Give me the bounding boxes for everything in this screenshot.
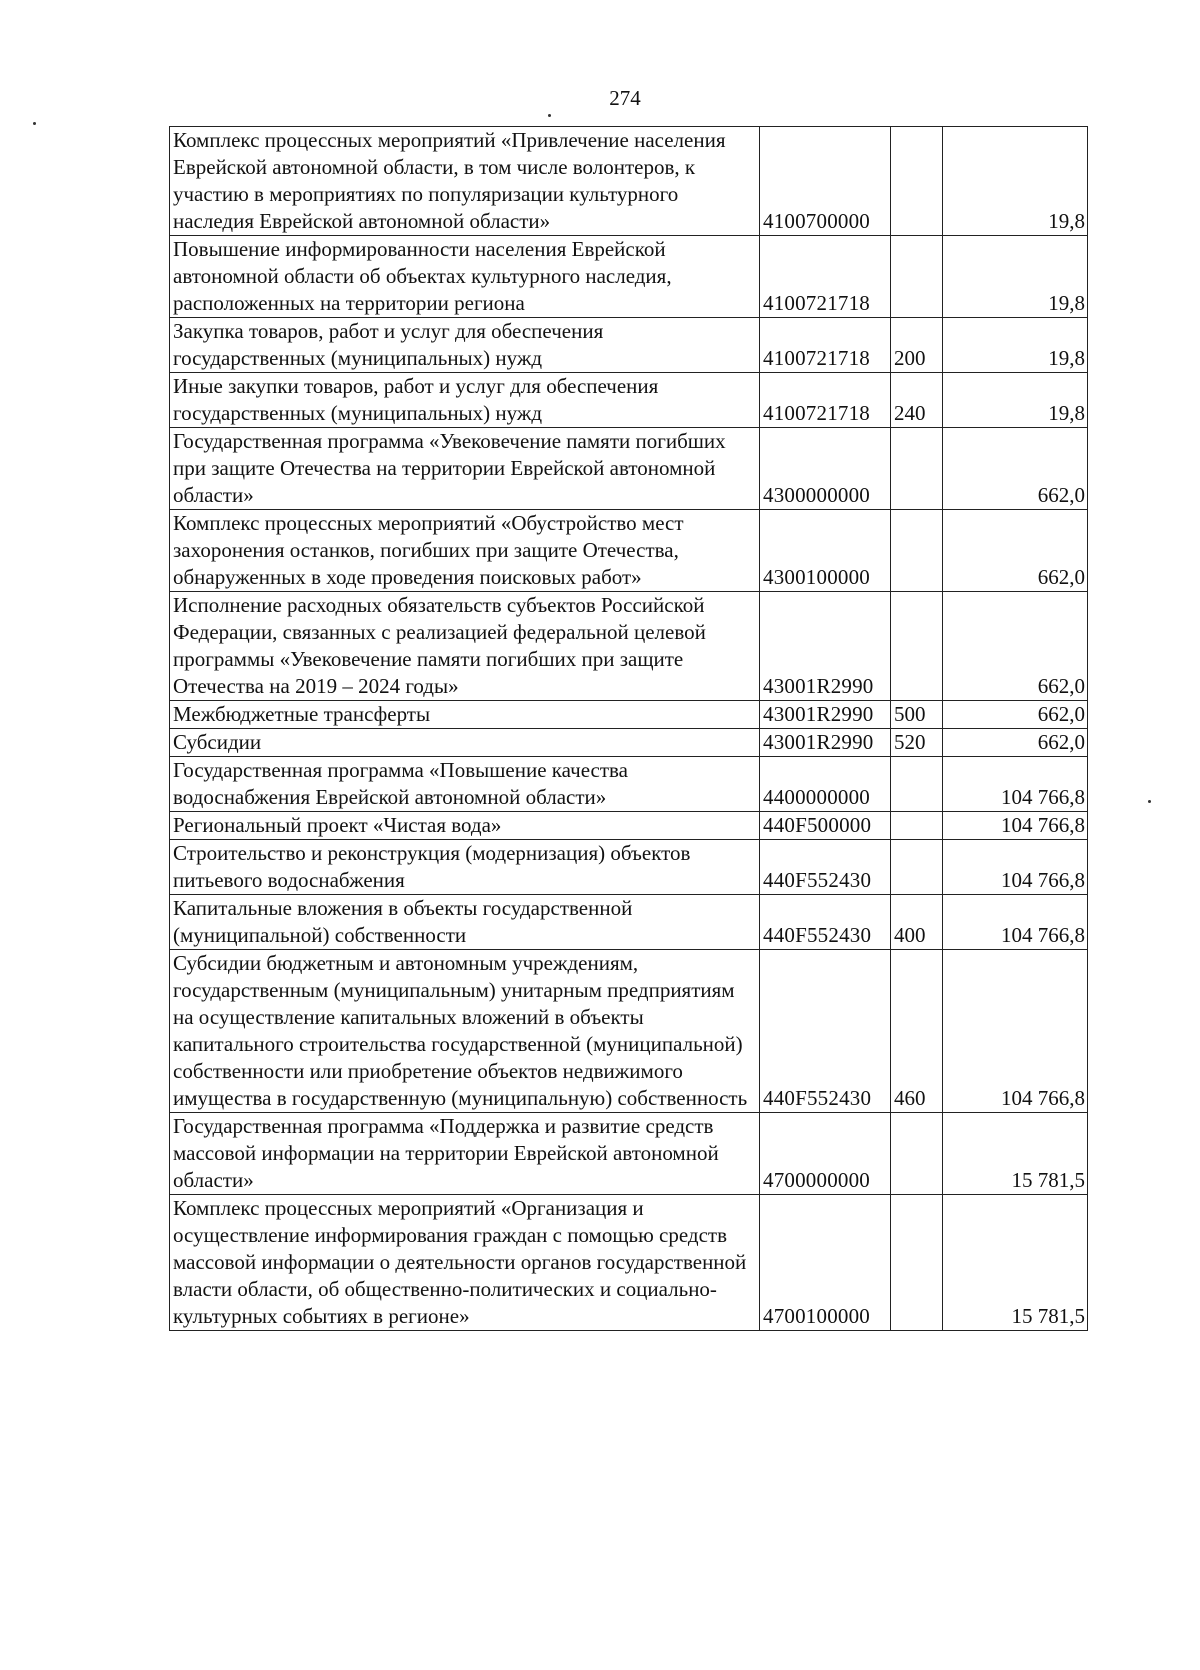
row-sum-cell: 104 766,8 xyxy=(943,950,1088,1113)
row-sum-cell: 662,0 xyxy=(943,510,1088,592)
row-code-cell: 4400000000 xyxy=(760,757,891,812)
row-name-cell: Региональный проект «Чистая вода» xyxy=(170,812,760,840)
row-code-cell: 440F552430 xyxy=(760,840,891,895)
row-code-cell: 4700100000 xyxy=(760,1195,891,1331)
scan-speck xyxy=(548,114,551,117)
row-code-cell: 43001R2990 xyxy=(760,729,891,757)
row-code-cell: 4100700000 xyxy=(760,127,891,236)
row-sum-cell: 15 781,5 xyxy=(943,1195,1088,1331)
table-row xyxy=(170,840,1088,895)
row-sum-cell: 662,0 xyxy=(943,729,1088,757)
row-code-cell: 4100721718 xyxy=(760,373,891,428)
row-code-cell: 4300100000 xyxy=(760,510,891,592)
table-row xyxy=(170,701,1088,729)
row-type-cell xyxy=(891,127,943,236)
row-name-cell: Государственная программа «Увековечение памяти погибших при защите Отечества на территории Еврейской автономной области» xyxy=(170,428,760,510)
row-code-cell: 43001R2990 xyxy=(760,592,891,701)
table-row xyxy=(170,1113,1088,1195)
row-sum-cell: 662,0 xyxy=(943,592,1088,701)
table-row xyxy=(170,373,1088,428)
row-type-cell xyxy=(891,1195,943,1331)
row-code-cell: 4700000000 xyxy=(760,1113,891,1195)
row-name-cell: Иные закупки товаров, работ и услуг для обеспечения государственных (муниципальных) нужд xyxy=(170,373,760,428)
row-type-cell xyxy=(891,812,943,840)
row-type-cell xyxy=(891,428,943,510)
row-code-cell: 4100721718 xyxy=(760,318,891,373)
table-row xyxy=(170,757,1088,812)
row-name-cell: Закупка товаров, работ и услуг для обеспечения государственных (муниципальных) нужд xyxy=(170,318,760,373)
row-name-cell: Повышение информированности населения Еврейской автономной области об объектах культурного наследия, расположенных на территории региона xyxy=(170,236,760,318)
scan-speck xyxy=(1148,800,1151,803)
row-type-cell: 520 xyxy=(891,729,943,757)
row-type-cell: 240 xyxy=(891,373,943,428)
table-row xyxy=(170,895,1088,950)
table-row xyxy=(170,127,1088,236)
table-row xyxy=(170,729,1088,757)
row-sum-cell: 104 766,8 xyxy=(943,840,1088,895)
row-sum-cell: 104 766,8 xyxy=(943,812,1088,840)
row-name-cell: Комплекс процессных мероприятий «Привлечение населения Еврейской автономной области, в том числе волонтеров, к участию в мероприятиях по популяризации культурного наследия Еврейской автономной области» xyxy=(170,127,760,236)
row-name-cell: Государственная программа «Поддержка и развитие средств массовой информации на территории Еврейской автономной области» xyxy=(170,1113,760,1195)
row-type-cell: 460 xyxy=(891,950,943,1113)
scan-speck xyxy=(33,122,36,125)
row-code-cell: 4300000000 xyxy=(760,428,891,510)
row-type-cell xyxy=(891,757,943,812)
row-type-cell: 500 xyxy=(891,701,943,729)
row-name-cell: Комплекс процессных мероприятий «Обустройство мест захоронения останков, погибших при защите Отечества, обнаруженных в ходе проведения поисковых работ» xyxy=(170,510,760,592)
row-sum-cell: 104 766,8 xyxy=(943,757,1088,812)
row-type-cell xyxy=(891,510,943,592)
table-row xyxy=(170,510,1088,592)
table-row xyxy=(170,1195,1088,1331)
budget-table-body xyxy=(170,127,1088,1331)
row-sum-cell: 19,8 xyxy=(943,318,1088,373)
row-type-cell xyxy=(891,236,943,318)
row-name-cell: Субсидии бюджетным и автономным учреждениям, государственным (муниципальным) унитарным предприятиям на осуществление капитальных вложений в объекты капитального строительства государственной (муниципальной) собственности или приобретение объектов недвижимого имущества в государственную (муниципальную) собственность xyxy=(170,950,760,1113)
row-name-cell: Межбюджетные трансферты xyxy=(170,701,760,729)
row-type-cell xyxy=(891,840,943,895)
row-code-cell: 440F552430 xyxy=(760,895,891,950)
row-sum-cell: 662,0 xyxy=(943,428,1088,510)
row-sum-cell: 19,8 xyxy=(943,373,1088,428)
budget-table xyxy=(169,126,1088,1331)
row-name-cell: Комплекс процессных мероприятий «Организация и осуществление информирования граждан с помощью средств массовой информации о деятельности органов государственной власти области, об общественно-политических и социально-культурных событиях в регионе» xyxy=(170,1195,760,1331)
row-sum-cell: 19,8 xyxy=(943,236,1088,318)
table-row xyxy=(170,592,1088,701)
table-row xyxy=(170,812,1088,840)
row-code-cell: 4100721718 xyxy=(760,236,891,318)
row-type-cell: 400 xyxy=(891,895,943,950)
page-number: 274 xyxy=(609,86,641,110)
table-row xyxy=(170,318,1088,373)
row-sum-cell: 662,0 xyxy=(943,701,1088,729)
table-row xyxy=(170,428,1088,510)
table-row xyxy=(170,236,1088,318)
row-name-cell: Субсидии xyxy=(170,729,760,757)
row-name-cell: Государственная программа «Повышение качества водоснабжения Еврейской автономной области» xyxy=(170,757,760,812)
row-code-cell: 440F500000 xyxy=(760,812,891,840)
row-type-cell xyxy=(891,592,943,701)
row-type-cell xyxy=(891,1113,943,1195)
row-sum-cell: 104 766,8 xyxy=(943,895,1088,950)
row-name-cell: Исполнение расходных обязательств субъектов Российской Федерации, связанных с реализацией федеральной целевой программы «Увековечение памяти погибших при защите Отечества на 2019 – 2024 годы» xyxy=(170,592,760,701)
row-name-cell: Строительство и реконструкция (модернизация) объектов питьевого водоснабжения xyxy=(170,840,760,895)
row-type-cell: 200 xyxy=(891,318,943,373)
row-sum-cell: 15 781,5 xyxy=(943,1113,1088,1195)
table-row xyxy=(170,950,1088,1113)
row-code-cell: 43001R2990 xyxy=(760,701,891,729)
row-name-cell: Капитальные вложения в объекты государственной (муниципальной) собственности xyxy=(170,895,760,950)
row-sum-cell: 19,8 xyxy=(943,127,1088,236)
row-code-cell: 440F552430 xyxy=(760,950,891,1113)
